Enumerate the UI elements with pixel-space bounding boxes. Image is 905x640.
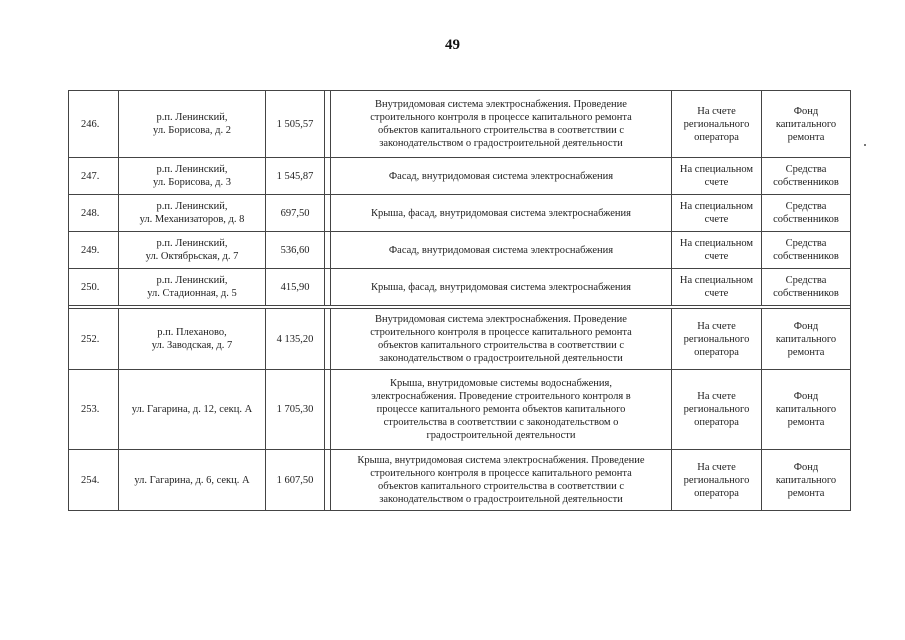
works-cell-line: Крыша, внутридомовая система электроснабжения. Проведение <box>357 455 645 466</box>
works-cell-line: Внутридомовая система электроснабжения. Проведение <box>375 99 627 110</box>
works-cell-line: строительного контроля в процессе капитального ремонта <box>370 327 632 338</box>
address-cell <box>119 269 266 306</box>
funding-source-cell-line: Средства <box>785 275 827 286</box>
works-cell <box>331 370 672 450</box>
works-cell-line: Крыша, внутридомовые системы водоснабжения, <box>390 378 612 389</box>
works-cell-line: Фасад, внутридомовая система электроснабжения <box>388 170 614 182</box>
works-cell-line: объектов капитального строительства в соответствии с <box>378 125 624 136</box>
works-cell-line: электроснабжения. Проведение строительного контроля в <box>371 391 631 402</box>
account-cell-line: регионального <box>683 118 750 130</box>
account-cell-line: регионального <box>683 474 750 486</box>
funding-source-cell-line: капитального <box>775 404 837 415</box>
works-cell <box>331 158 672 195</box>
address-cell-line: р.п. Ленинский, <box>156 238 228 249</box>
table-row <box>69 91 851 158</box>
table-row <box>69 450 851 511</box>
area-cell: 415,90 <box>266 269 325 306</box>
address-cell <box>119 309 266 370</box>
works-cell-line: строительного контроля в процессе капитального ремонта <box>370 468 632 479</box>
address-cell-line: р.п. Ленинский, <box>156 275 228 286</box>
works-cell <box>331 91 672 158</box>
address-cell-line: ул. Октябрьская, д. 7 <box>145 251 239 262</box>
funding-source-cell-line: Фонд <box>793 320 819 332</box>
account-cell-line: На счете <box>697 461 736 473</box>
works-cell-line: Крыша, фасад, внутридомовая система электроснабжения <box>370 207 631 219</box>
works-cell-line: процессе капитального ремонта объектов капитального <box>376 404 626 415</box>
account-cell-line: оператора <box>694 417 739 428</box>
funding-source-cell-line: Фонд <box>793 105 819 117</box>
funding-source-cell-line: Фонд <box>793 461 819 473</box>
works-cell <box>331 195 672 232</box>
row-number: 247. <box>69 158 119 195</box>
address-cell-line: ул. Гагарина, д. 12, секц. А <box>131 404 253 415</box>
address-cell <box>119 91 266 158</box>
account-cell-line: оператора <box>694 131 739 143</box>
address-cell-line: р.п. Ленинский, <box>156 201 228 212</box>
area-cell: 1 505,57 <box>266 91 325 158</box>
works-cell <box>331 450 672 511</box>
works-cell <box>331 309 672 370</box>
funding-source-cell-line: Средства <box>785 201 827 212</box>
account-cell-line: На счете <box>697 320 736 332</box>
row-number: 252. <box>69 309 119 370</box>
works-cell-line: законодательством о градостроительной деятельности <box>379 494 623 505</box>
account-cell-line: На специальном <box>679 164 754 175</box>
area-cell: 1 545,87 <box>266 158 325 195</box>
works-cell-line: Крыша, фасад, внутридомовая система электроснабжения <box>370 281 631 293</box>
account-cell-line: На счете <box>697 391 736 402</box>
area-cell: 1 705,30 <box>266 370 325 450</box>
address-cell-line: ул. Стадионная, д. 5 <box>147 288 237 299</box>
row-number: 253. <box>69 370 119 450</box>
account-cell-line: На специальном <box>679 201 754 212</box>
works-cell-line: строительного контроля в процессе капитального ремонта <box>370 112 632 123</box>
account-cell-line: регионального <box>683 404 750 415</box>
funding-source-cell-line: собственников <box>773 214 839 225</box>
funding-source-cell-line: Средства <box>785 164 827 175</box>
table-row <box>69 269 851 306</box>
account-cell-line: На специальном <box>679 238 754 249</box>
account-cell-line: На специальном <box>679 275 754 286</box>
account-cell-line: счете <box>704 251 729 262</box>
address-cell <box>119 370 266 450</box>
account-cell <box>672 232 762 269</box>
funding-source-cell-line: капитального <box>775 118 837 130</box>
address-cell <box>119 158 266 195</box>
account-cell <box>672 269 762 306</box>
row-number: 250. <box>69 269 119 306</box>
funding-source-cell-line: ремонта <box>787 346 825 358</box>
row-number: 246. <box>69 91 119 158</box>
funding-source-cell <box>762 195 851 232</box>
works-cell-line: Внутридомовая система электроснабжения. Проведение <box>375 314 627 325</box>
funding-source-cell-line: Средства <box>785 238 827 249</box>
funding-source-cell <box>762 269 851 306</box>
account-cell-line: счете <box>704 177 729 188</box>
funding-source-cell-line: собственников <box>773 177 839 188</box>
row-number: 248. <box>69 195 119 232</box>
table-row <box>69 232 851 269</box>
address-cell-line: ул. Механизаторов, д. 8 <box>139 214 245 225</box>
works-cell-line: объектов капитального строительства в соответствии с <box>378 481 624 492</box>
works-cell <box>331 232 672 269</box>
account-cell-line: На счете <box>697 105 736 117</box>
address-cell-line: р.п. Ленинский, <box>156 112 228 123</box>
repair-table <box>68 90 851 511</box>
account-cell-line: счете <box>704 214 729 225</box>
account-cell <box>672 91 762 158</box>
area-cell: 4 135,20 <box>266 309 325 370</box>
table-row <box>69 370 851 450</box>
funding-source-cell <box>762 450 851 511</box>
address-cell-line: ул. Гагарина, д. 6, секц. А <box>134 474 250 486</box>
funding-source-cell-line: капитального <box>775 333 837 345</box>
funding-source-cell-line: Фонд <box>793 391 819 402</box>
table-row <box>69 158 851 195</box>
row-number: 254. <box>69 450 119 511</box>
works-cell-line: законодательством о градостроительной деятельности <box>379 138 623 149</box>
address-cell <box>119 232 266 269</box>
area-cell: 536,60 <box>266 232 325 269</box>
works-cell-line: Фасад, внутридомовая система электроснабжения <box>388 244 614 256</box>
account-cell <box>672 370 762 450</box>
funding-source-cell <box>762 370 851 450</box>
works-cell <box>331 269 672 306</box>
works-cell-line: объектов капитального строительства в соответствии с <box>378 340 624 351</box>
funding-source-cell <box>762 232 851 269</box>
account-cell <box>672 158 762 195</box>
address-cell <box>119 195 266 232</box>
funding-source-cell <box>762 309 851 370</box>
page-number: 49 <box>445 37 460 53</box>
works-cell-line: строительства в соответствии с законодательством о <box>383 417 619 428</box>
works-cell-line: градостроительной деятельности <box>426 430 576 441</box>
account-cell <box>672 450 762 511</box>
funding-source-cell <box>762 91 851 158</box>
funding-source-cell <box>762 158 851 195</box>
funding-source-cell-line: собственников <box>773 251 839 262</box>
funding-source-cell-line: ремонта <box>787 487 825 499</box>
account-cell <box>672 195 762 232</box>
scan-speck <box>864 144 866 146</box>
address-cell-line: ул. Борисова, д. 3 <box>153 177 231 188</box>
table-row <box>69 195 851 232</box>
address-cell-line: ул. Борисова, д. 2 <box>153 125 231 136</box>
funding-source-cell-line: ремонта <box>787 131 825 143</box>
area-cell: 697,50 <box>266 195 325 232</box>
funding-source-cell-line: капитального <box>775 474 837 486</box>
row-number: 249. <box>69 232 119 269</box>
address-cell-line: ул. Заводская, д. 7 <box>151 340 233 351</box>
address-cell <box>119 450 266 511</box>
table-row <box>69 309 851 370</box>
account-cell-line: оператора <box>694 487 739 499</box>
account-cell-line: оператора <box>694 346 739 358</box>
account-cell <box>672 309 762 370</box>
address-cell-line: р.п. Плеханово, <box>157 327 227 338</box>
account-cell-line: счете <box>704 288 729 299</box>
address-cell-line: р.п. Ленинский, <box>156 164 228 175</box>
funding-source-cell-line: собственников <box>773 288 839 299</box>
account-cell-line: регионального <box>683 333 750 345</box>
funding-source-cell-line: ремонта <box>787 417 825 428</box>
area-cell: 1 607,50 <box>266 450 325 511</box>
table-body <box>69 91 851 511</box>
works-cell-line: законодательством о градостроительной деятельности <box>379 353 623 364</box>
